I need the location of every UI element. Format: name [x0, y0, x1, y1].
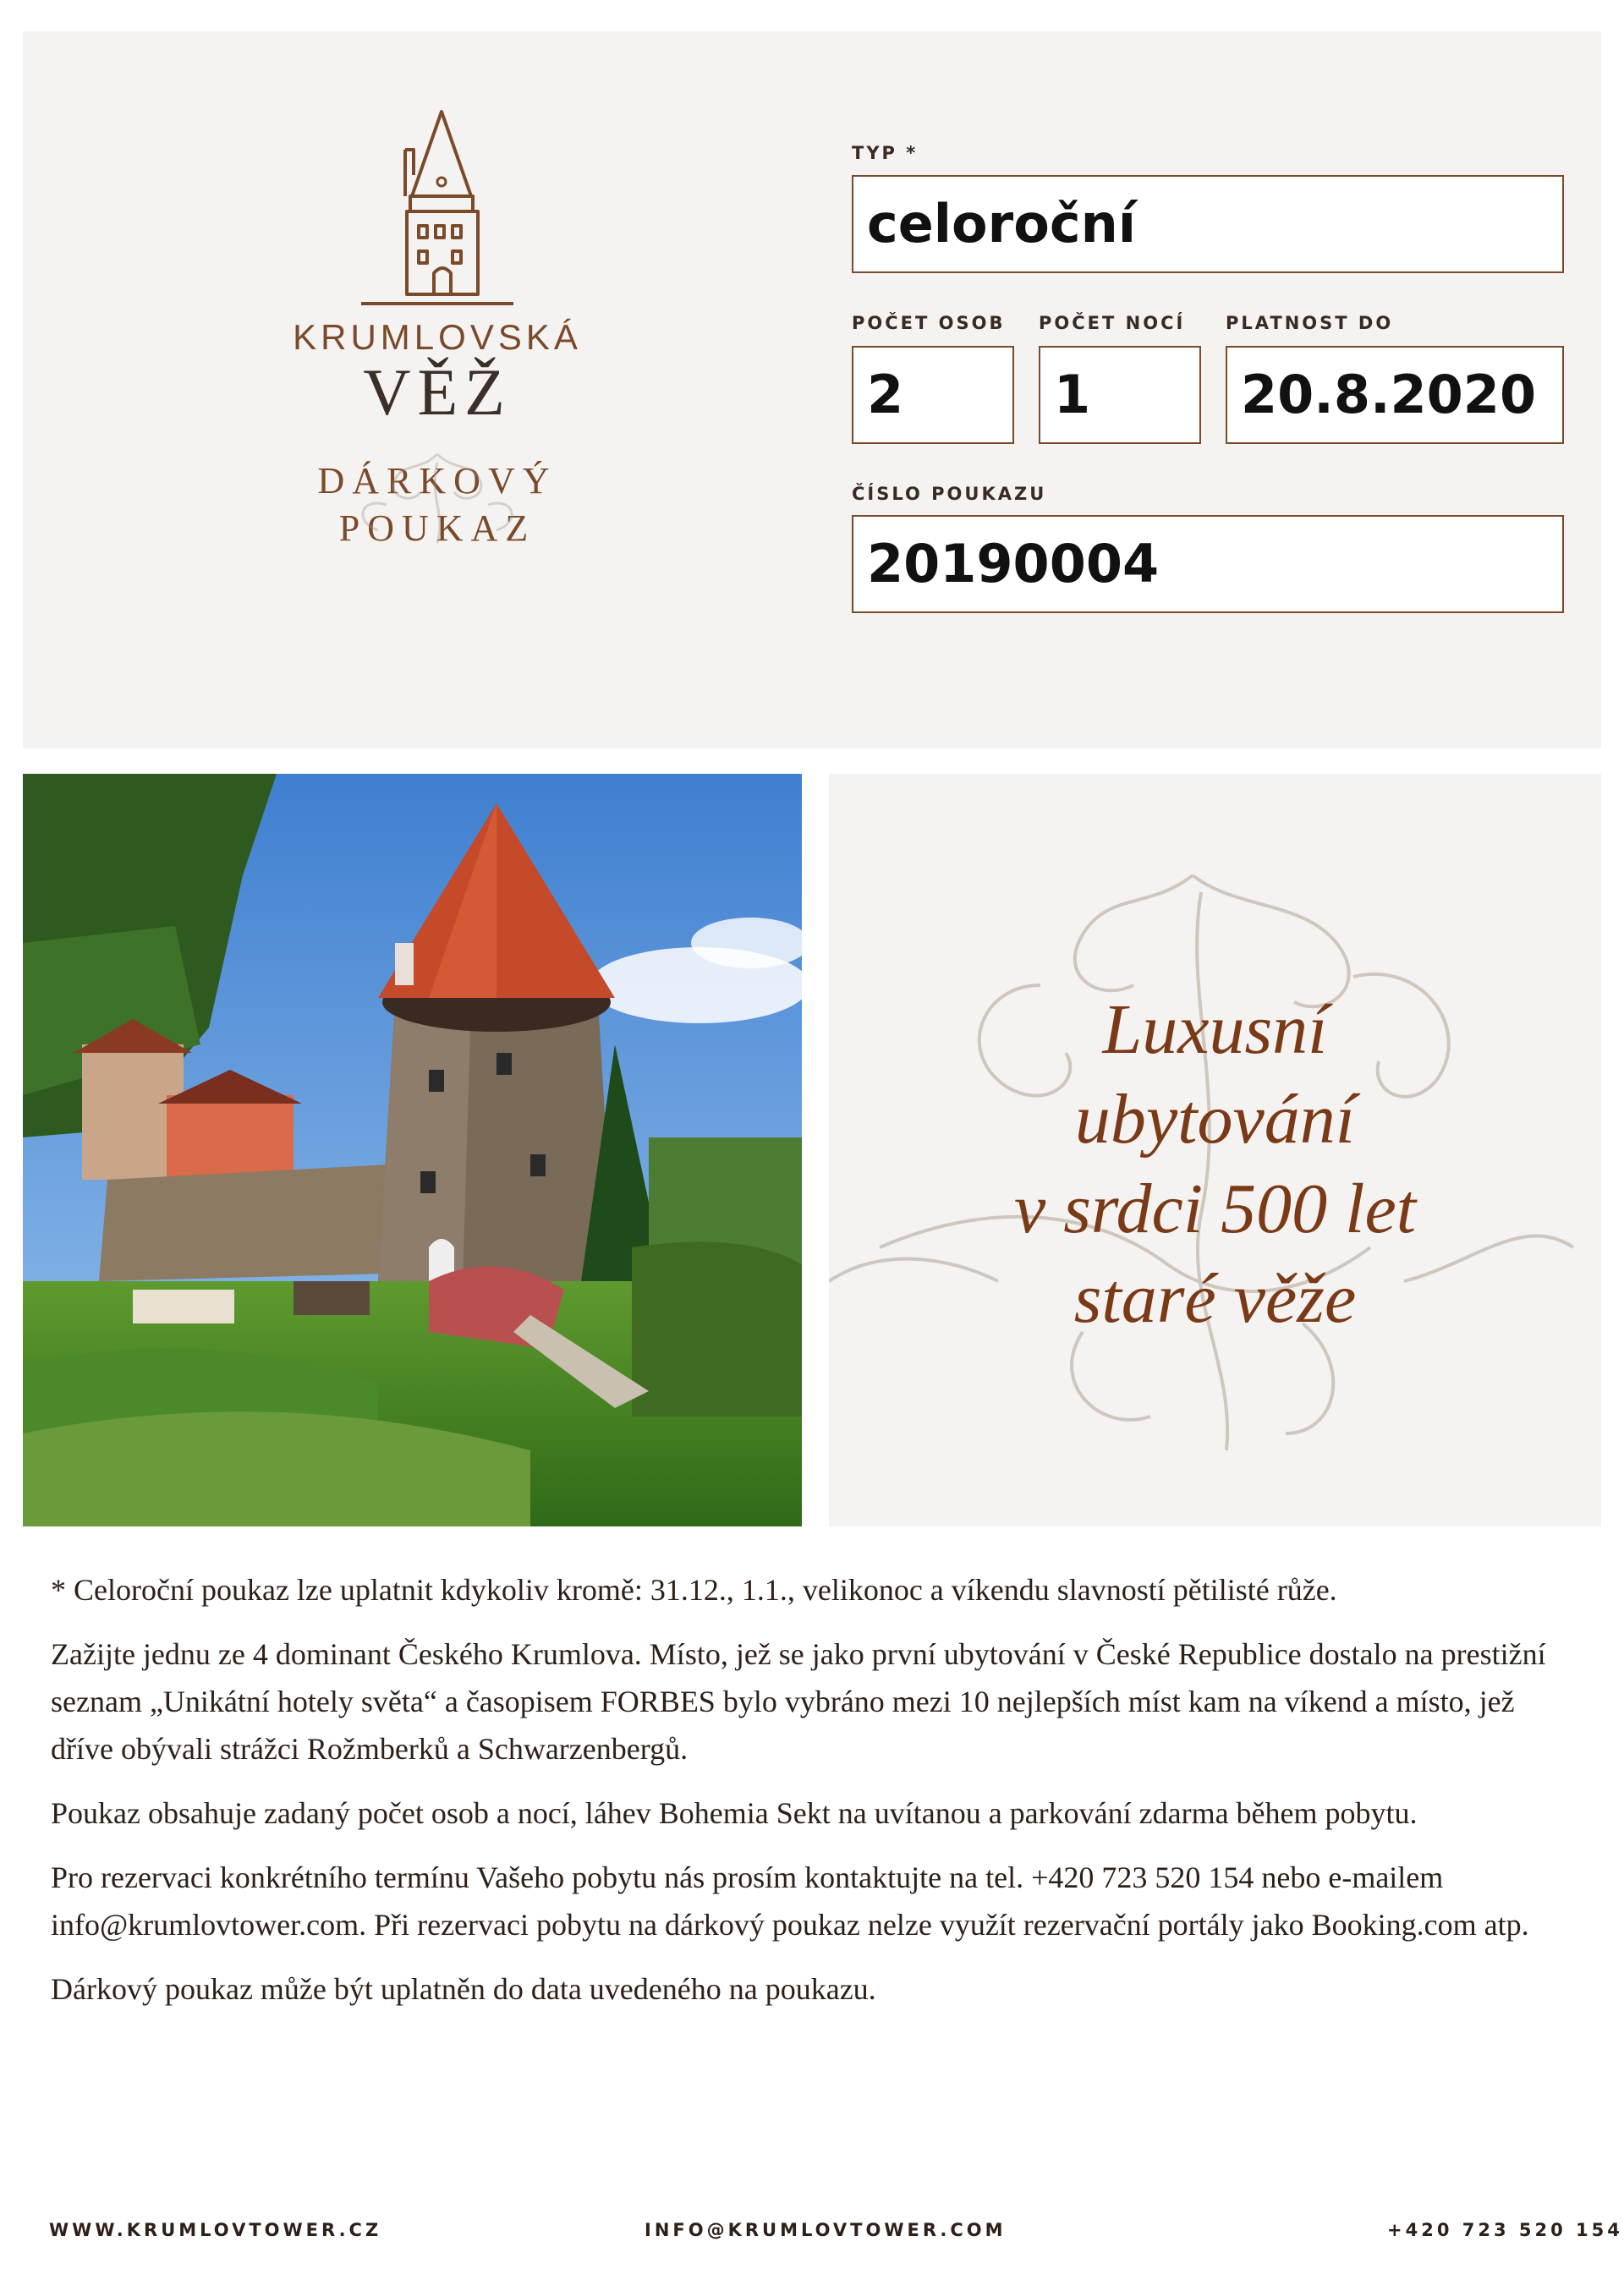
tagline [829, 985, 1601, 1344]
tagline-line: Luxusní [1102, 990, 1328, 1069]
tagline-line: staré věže [1073, 1259, 1357, 1338]
tagline-line: v srdci 500 let [1013, 1170, 1417, 1248]
voucher-subtitle-line2: POUKAZ [338, 507, 536, 549]
voucher-terms [51, 1566, 1573, 2030]
type-label: TYP * [852, 143, 919, 163]
voucher-number-label: ČÍSLO POUKAZU [852, 484, 1047, 504]
ornament-icon [336, 446, 539, 547]
terms-paragraph: Dárkový poukaz může být uplatněn do data uvedeného na poukazu. [51, 1972, 876, 2006]
persons-label: POČET OSOB [852, 313, 1006, 333]
persons-field[interactable]: 2 [852, 346, 1014, 444]
nights-field[interactable]: 1 [1039, 346, 1201, 444]
tagline-line: ubytování [1074, 1080, 1356, 1159]
logo [251, 82, 623, 674]
brand-name-line1: KRUMLOVSKÁ [293, 317, 582, 357]
footer-phone[interactable]: +420 723 520 154 [1387, 2220, 1623, 2240]
terms-paragraph: * Celoroční poukaz lze uplatnit kdykoliv kromě: 31.12., 1.1., velikonoc a víkendu slavností pětilisté růže. [51, 1573, 1337, 1607]
voucher-header-panel [23, 31, 1601, 748]
nights-label: POČET NOCÍ [1039, 313, 1186, 333]
terms-paragraph: Poukaz obsahuje zadaný počet osob a nocí, láhev Bohemia Sekt na uvítanou a parkování zdarma během pobytu. [51, 1796, 1418, 1830]
valid-until-label: PLATNOST DO [1226, 313, 1394, 333]
voucher-number-field[interactable]: 20190004 [852, 515, 1564, 613]
terms-paragraph: Zažijte jednu ze 4 dominant Českého Krumlova. Místo, jež se jako první ubytování v České Republice dostalo na prestižní seznam „Unikátní hotely světa“ a časopisem FORBES bylo vybráno mezi 10 nejlepších míst kam na víkend a místo, jež dříve obývali strážci Rožmberků a Schwarzenbergů. [51, 1637, 1546, 1766]
type-field[interactable]: celoroční [852, 175, 1564, 273]
tagline-panel [829, 774, 1601, 1526]
terms-paragraph: Pro rezervaci konkrétního termínu Vašeho pobytu nás prosím kontaktujte na tel. +420 723 520 154 nebo e-mailem info@krumlovtower.com. Při rezervaci pobytu na dárkový poukaz nelze využít rezervační portály jako Booking.com atp. [51, 1860, 1529, 1942]
valid-until-field[interactable]: 20.8.2020 [1226, 346, 1564, 444]
tower-photo [23, 774, 802, 1526]
footer-email[interactable]: INFO@KRUMLOVTOWER.COM [645, 2220, 1007, 2240]
brand-name-line2: VĚŽ [363, 355, 512, 429]
voucher-subtitle-line1: DÁRKOVÝ [317, 460, 557, 501]
footer-website[interactable]: WWW.KRUMLOVTOWER.CZ [49, 2220, 382, 2240]
tower-icon [353, 82, 522, 310]
